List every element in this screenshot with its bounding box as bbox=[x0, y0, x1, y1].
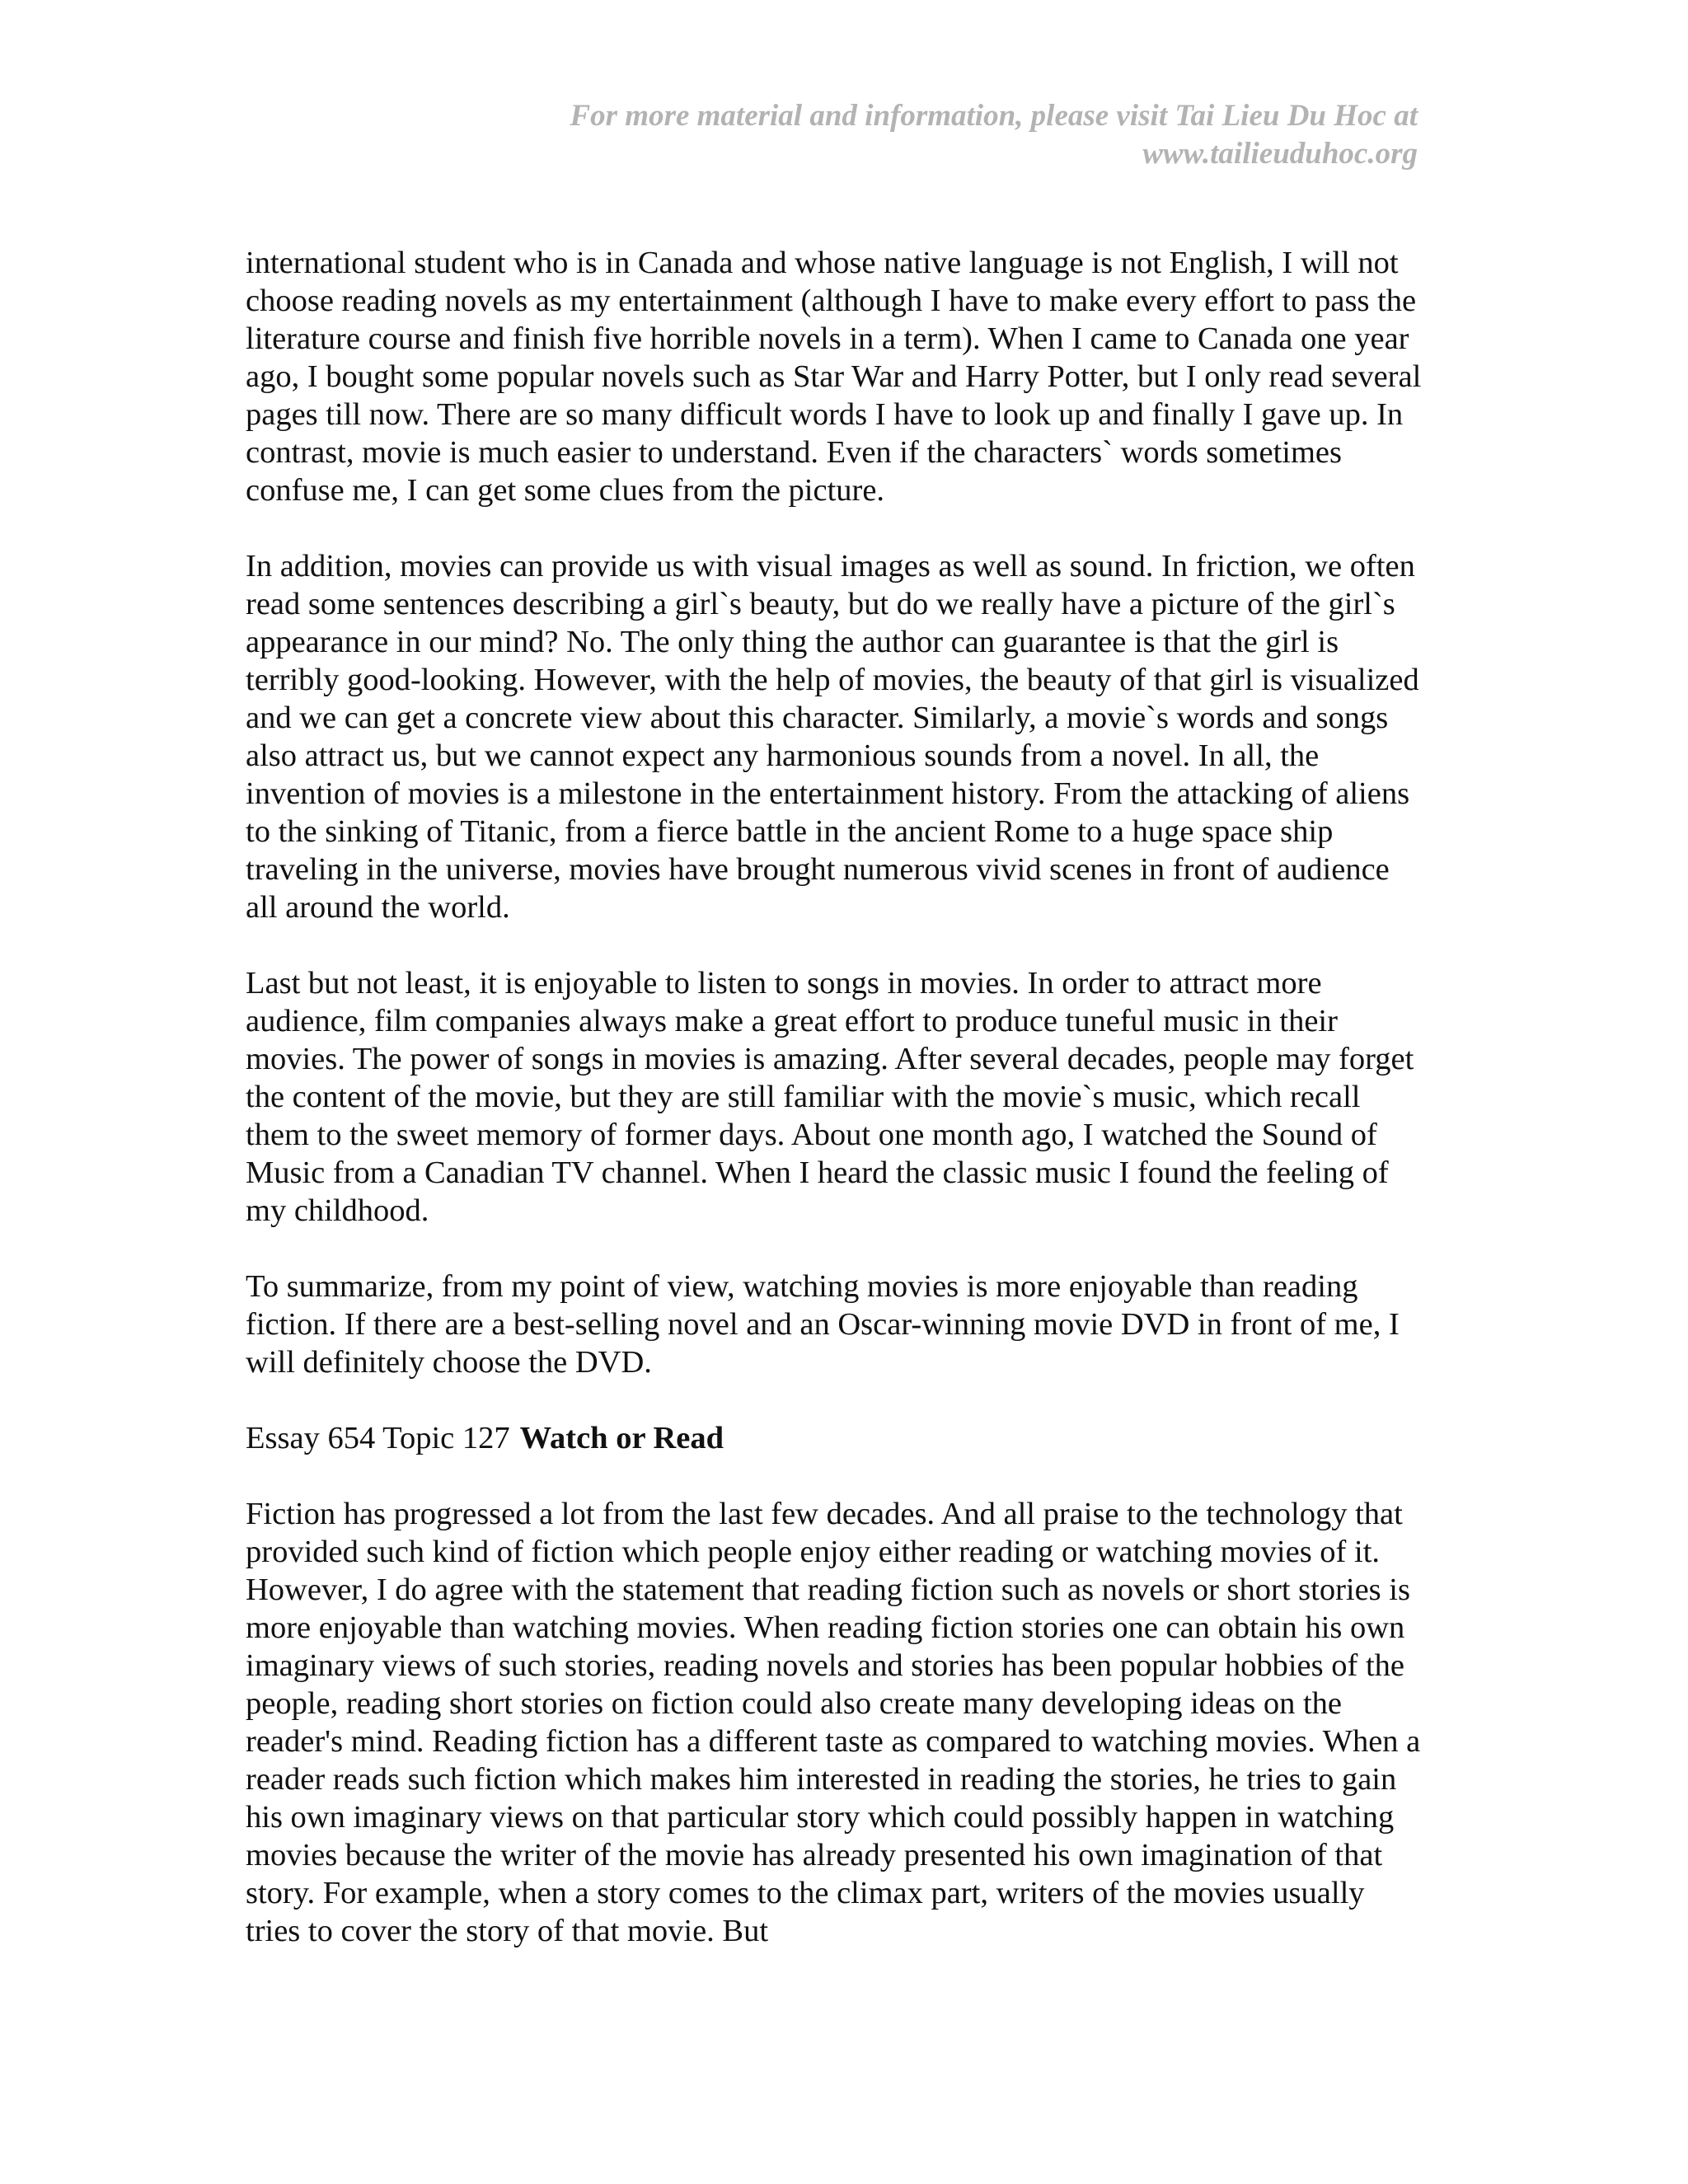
header-line-2: www.tailieuduhoc.org bbox=[1142, 137, 1418, 171]
header-line-1: For more material and information, please visit Tai Lieu Du Hoc at bbox=[570, 99, 1418, 133]
page-header bbox=[346, 97, 1418, 173]
essay-title: Watch or Read bbox=[519, 1421, 724, 1455]
paragraph-5: Fiction has progressed a lot from the last few decades. And all praise to the technology that provided such kind of fiction which people enjoy either reading or watching movies of it. However, I do agree with the statement that reading fiction such as novels or short stories is more enjoyable than watching movies. When reading fiction stories one can obtain his own imaginary views of such stories, reading novels and stories has been popular hobbies of the people, reading short stories on fiction could also create many developing ideas on the reader's mind. Reading fiction has a different taste as compared to watching movies. When a reader reads such fiction which makes him interested in reading the stories, he tries to gain his own imaginary views on that particular story which could possibly happen in watching movies because the writer of the movie has already presented his own imagination of that story. For example, when a story comes to the climax part, writers of the movies usually tries to cover the story of that movie. But bbox=[246, 1497, 1421, 1948]
paragraph-1: international student who is in Canada and whose native language is not English, I will not choose reading novels as my entertainment (although I have to make every effort to pass the literature course and finish five horrible novels in a term). When I came to Canada one year ago, I bought some popular novels such as Star War and Harry Potter, but I only read several pages till now. There are so many difficult words I have to look up and finally I gave up. In contrast, movie is much easier to understand. Even if the characters` words sometimes confuse me, I can get some clues from the picture. bbox=[246, 246, 1422, 508]
essay-label: Essay 654 Topic 127 bbox=[246, 1421, 510, 1455]
document-body bbox=[246, 244, 1424, 1988]
paragraph-3: Last but not least, it is enjoyable to listen to songs in movies. In order to attract more audience, film companies always make a great effort to produce tuneful music in their movies. The power of songs in movies is amazing. After several decades, people may forget the content of the movie, but they are still familiar with the movie`s music, which recall them to the sweet memory of former days. About one month ago, I watched the Sound of Music from a Canadian TV channel. When I heard the classic music I found the feeling of my childhood. bbox=[246, 966, 1414, 1228]
essay-heading bbox=[246, 1419, 1424, 1457]
paragraph-2: In addition, movies can provide us with visual images as well as sound. In friction, we often read some sentences describing a girl`s beauty, but do we really have a picture of the girl`s appearance in our mind? No. The only thing the author can guarantee is that the girl is terribly good-looking. However, with the help of movies, the beauty of that girl is visualized and we can get a concrete view about this character. Similarly, a movie`s words and songs also attract us, but we cannot expect any harmonious sounds from a novel. In all, the invention of movies is a milestone in the entertainment history. From the attacking of aliens to the sinking of Titanic, from a fierce battle in the ancient Rome to a huge space ship traveling in the universe, movies have brought numerous vivid scenes in front of audience all around the world. bbox=[246, 549, 1419, 925]
paragraph-4: To summarize, from my point of view, watching movies is more enjoyable than reading fiction. If there are a best-selling novel and an Oscar-winning movie DVD in front of me, I will definitely choose the DVD. bbox=[246, 1269, 1400, 1380]
